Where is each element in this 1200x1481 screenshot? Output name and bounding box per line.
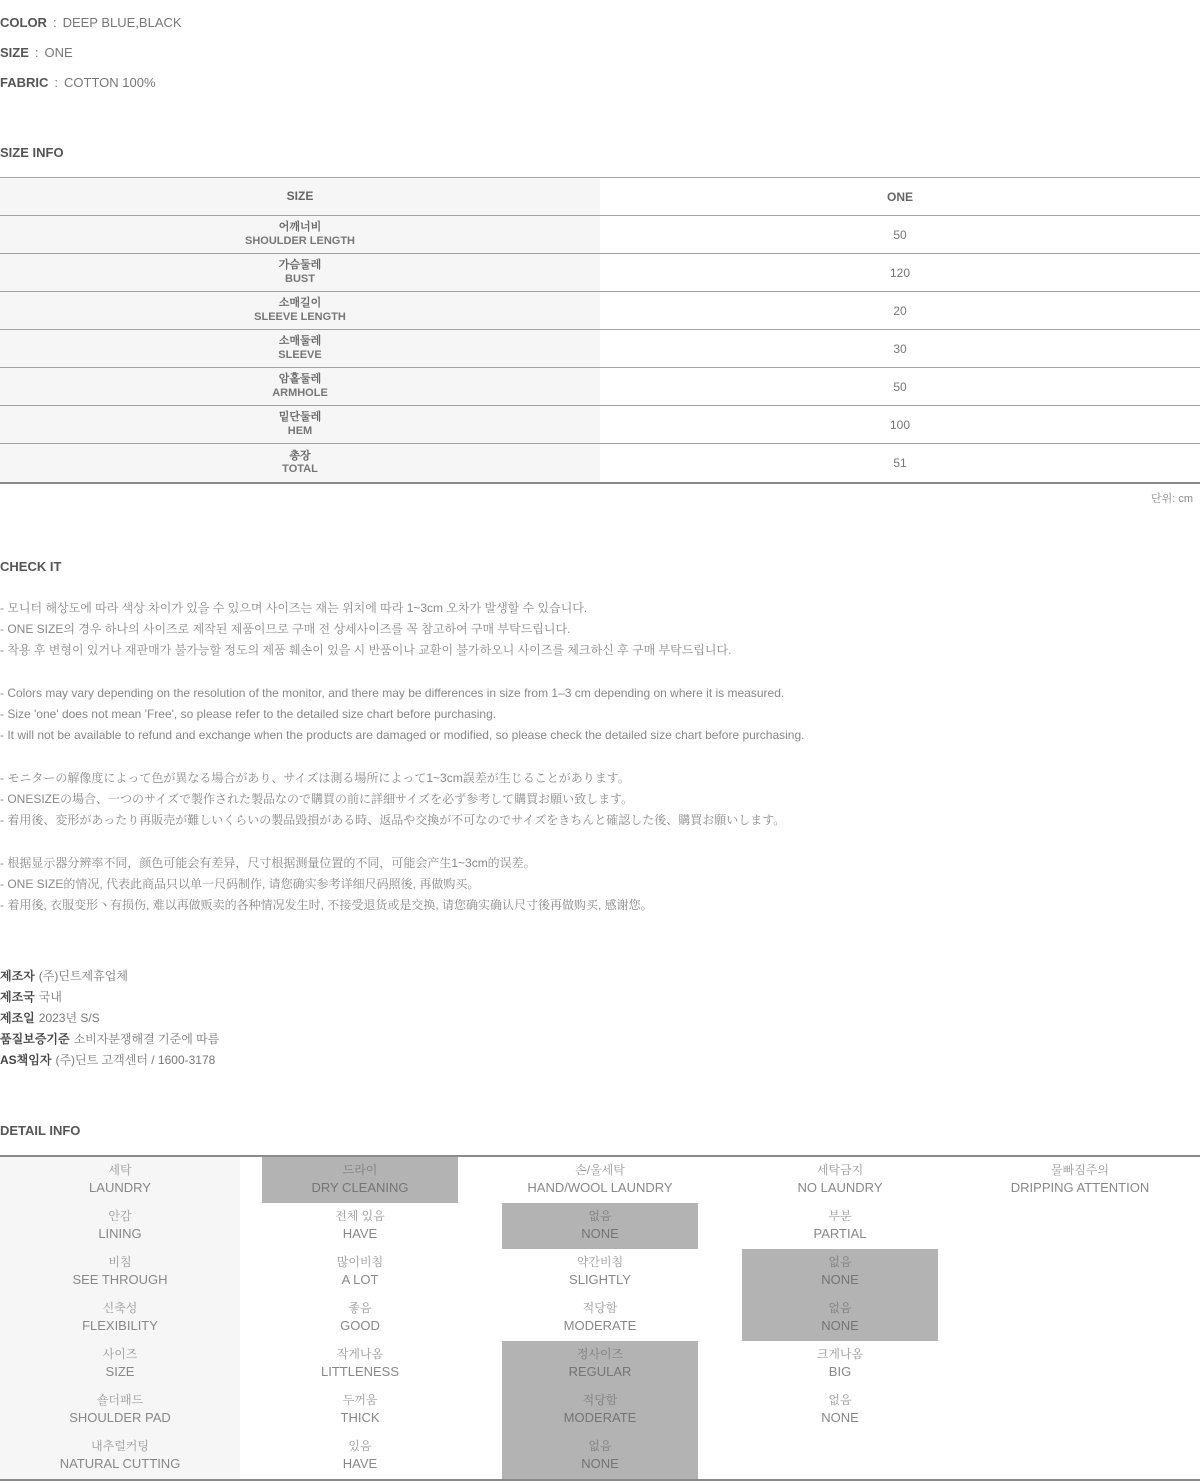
notice-line: - ONE SIZE의 경우 하나의 사이즈로 제작된 제품이므로 구매 전 상세사이즈를 꼭 참고하여 구매 부탁드립니다. bbox=[0, 622, 571, 636]
option-cell: 전체 있음 HAVE bbox=[335, 1209, 385, 1241]
manufacturer-info bbox=[0, 966, 1200, 1071]
table-row bbox=[0, 368, 1200, 406]
option-cell bbox=[742, 1433, 938, 1479]
measure-label-ko: 가슴둘레 bbox=[278, 259, 322, 272]
manufacturer-row bbox=[0, 987, 1200, 1008]
option-cell bbox=[982, 1341, 1178, 1387]
option-cell: 물빠짐주의 DRIPPING ATTENTION bbox=[1010, 1163, 1150, 1195]
row-label-en: LINING bbox=[98, 1225, 142, 1241]
table-row bbox=[0, 254, 1200, 292]
detail-table bbox=[0, 1155, 1200, 1481]
option-cell: 작게나옴 LITTLENESS bbox=[320, 1347, 400, 1379]
size-table-header-one: ONE bbox=[886, 189, 913, 204]
spec-fabric-label: FABRIC bbox=[0, 74, 49, 90]
option-cell bbox=[982, 1249, 1178, 1295]
detail-row-size bbox=[0, 1341, 1200, 1387]
option-cell: 없음 NONE bbox=[742, 1295, 938, 1341]
spec-separator: : bbox=[52, 14, 57, 30]
detail-row-flexibility bbox=[0, 1295, 1200, 1341]
notice-line: - Size 'one' does not mean 'Free', so please refer to the detailed size chart before purchasing. bbox=[0, 707, 497, 721]
row-label-en: SEE THROUGH bbox=[72, 1271, 168, 1287]
measure-label-ko: 소매길이 bbox=[278, 297, 322, 310]
table-row bbox=[0, 444, 1200, 482]
notice-japanese bbox=[0, 768, 1200, 831]
manufacturer-label: 제조국 bbox=[0, 990, 35, 1004]
manufacturer-row bbox=[0, 966, 1200, 987]
manufacturer-value: (주)딘트제휴업체 bbox=[38, 969, 128, 983]
measure-value: 100 bbox=[889, 417, 911, 432]
option-cell: 없음 NONE bbox=[821, 1393, 859, 1425]
option-cell: 드라이 DRY CLEANING bbox=[262, 1157, 458, 1203]
row-label-ko: 숄더패드 bbox=[96, 1393, 144, 1408]
detail-row-natural-cutting bbox=[0, 1433, 1200, 1479]
manufacturer-label: 품질보증기준 bbox=[0, 1032, 70, 1046]
measure-value: 120 bbox=[889, 265, 911, 280]
manufacturer-value: (주)딘트 고객센터 / 1600-3178 bbox=[55, 1053, 216, 1067]
measure-label-ko: 암홀둘레 bbox=[278, 373, 322, 386]
row-label-en: SIZE bbox=[105, 1363, 135, 1379]
row-label-ko: 내추럴커팅 bbox=[91, 1439, 149, 1454]
notice-english bbox=[0, 683, 1200, 746]
size-table bbox=[0, 177, 1200, 484]
measure-value: 50 bbox=[893, 227, 907, 242]
notice-korean bbox=[0, 598, 1200, 661]
option-cell: 많이비침 A LOT bbox=[336, 1255, 384, 1287]
option-cell: 손/울세탁 HAND/WOOL LAUNDRY bbox=[527, 1163, 673, 1195]
row-label-ko: 세탁 bbox=[108, 1163, 132, 1178]
row-label-ko: 비침 bbox=[108, 1255, 132, 1270]
detail-row-shoulder-pad bbox=[0, 1387, 1200, 1433]
option-cell: 없음 NONE bbox=[502, 1433, 698, 1479]
size-info-heading: SIZE INFO bbox=[0, 145, 64, 160]
measure-label-en: SLEEVE LENGTH bbox=[254, 310, 346, 323]
option-cell: 약간비침 SLIGHTLY bbox=[569, 1255, 631, 1287]
manufacturer-value: 소비자분쟁해결 기준에 따름 bbox=[73, 1032, 220, 1046]
notice-line: - 根据显示器分辨率不同，颜色可能会有差异，尺寸根据测量位置的不同，可能会产生1~3cm的误差。 bbox=[0, 856, 536, 870]
table-row bbox=[0, 292, 1200, 330]
measure-value: 20 bbox=[893, 303, 907, 318]
spec-fabric bbox=[0, 67, 1200, 97]
detail-row-see-through bbox=[0, 1249, 1200, 1295]
measure-label-ko: 밑단둘레 bbox=[278, 411, 322, 424]
manufacturer-label: 제조자 bbox=[0, 969, 35, 983]
manufacturer-row bbox=[0, 1008, 1200, 1029]
row-label-en: LAUNDRY bbox=[89, 1179, 151, 1195]
detail-row-laundry bbox=[0, 1157, 1200, 1203]
spec-separator: : bbox=[34, 44, 39, 60]
notice-line: - ONE SIZE的情况, 代表此商品只以单一尺码制作, 请您确实参考详细尺码照後, 再做购买。 bbox=[0, 877, 480, 891]
spec-separator: : bbox=[54, 74, 59, 90]
row-label-en: NATURAL CUTTING bbox=[59, 1455, 181, 1471]
option-cell bbox=[982, 1295, 1178, 1341]
notice-line: - ONESIZEの場合、一つのサイズで製作された製品なので購買の前に詳細サイズを必ず参考して購買お願い致します。 bbox=[0, 792, 634, 806]
spec-size-value: ONE bbox=[44, 44, 73, 60]
spec-color-value: DEEP BLUE,BLACK bbox=[62, 14, 182, 30]
spec-fabric-value: COTTON 100% bbox=[64, 74, 156, 90]
spec-color bbox=[0, 7, 1200, 37]
measure-value: 50 bbox=[893, 379, 907, 394]
manufacturer-label: 제조일 bbox=[0, 1011, 35, 1025]
option-cell: 없음 NONE bbox=[742, 1249, 938, 1295]
option-cell: 좋음 GOOD bbox=[340, 1301, 380, 1333]
option-cell: 적당함 MODERATE bbox=[502, 1387, 698, 1433]
option-cell: 적당함 MODERATE bbox=[563, 1301, 637, 1333]
option-cell: 있음 HAVE bbox=[342, 1439, 378, 1471]
option-cell: 없음 NONE bbox=[502, 1203, 698, 1249]
check-it-heading: CHECK IT bbox=[0, 559, 62, 574]
option-cell bbox=[982, 1203, 1178, 1249]
notice-line: - 착용 후 변형이 있거나 재판매가 불가능할 정도의 제품 훼손이 있을 시 반품이나 교환이 불가하오니 사이즈를 체크하신 후 구매 부탁드립니다. bbox=[0, 643, 732, 657]
measure-label-ko: 어깨너비 bbox=[278, 221, 322, 234]
measure-label-ko: 총장 bbox=[289, 449, 311, 462]
spec-color-label: COLOR bbox=[0, 14, 47, 30]
measure-label-en: BUST bbox=[285, 272, 315, 285]
measure-label-en: SHOULDER LENGTH bbox=[245, 234, 355, 247]
measure-label-en: SLEEVE bbox=[278, 348, 322, 361]
manufacturer-label: AS책임자 bbox=[0, 1053, 52, 1067]
size-table-header-size: SIZE bbox=[0, 178, 600, 215]
spec-size-label: SIZE bbox=[0, 44, 29, 60]
row-label-ko: 안감 bbox=[108, 1209, 132, 1224]
manufacturer-value: 국내 bbox=[38, 990, 62, 1004]
manufacturer-row bbox=[0, 1029, 1200, 1050]
manufacturer-value: 2023년 S/S bbox=[38, 1011, 100, 1025]
option-cell bbox=[982, 1387, 1178, 1433]
row-label-ko: 사이즈 bbox=[102, 1347, 138, 1362]
notice-line: - モニターの解像度によって色が異なる場合があり、サイズは測る場所によって1~3cm誤差が生じることがあります。 bbox=[0, 771, 630, 785]
measure-value: 30 bbox=[893, 341, 907, 356]
row-label-ko: 신축성 bbox=[102, 1301, 138, 1316]
notice-line: - 着用後, 衣服变形丶有损伤, 难以再做贩卖的各种情况发生时, 不接受退货或是交换, 请您确实确认尺寸後再做购买, 感谢您。 bbox=[0, 898, 653, 912]
measure-value: 51 bbox=[893, 456, 907, 470]
notice-line: - 모니터 해상도에 따라 색상 차이가 있을 수 있으며 사이즈는 재는 위치에 따라 1~3cm 오차가 발생할 수 있습니다. bbox=[0, 601, 588, 615]
measure-label-ko: 소매둘레 bbox=[278, 335, 322, 348]
size-table-header bbox=[0, 178, 1200, 216]
row-label-en: FLEXIBILITY bbox=[82, 1317, 158, 1333]
measure-label-en: TOTAL bbox=[282, 463, 318, 475]
product-specs bbox=[0, 7, 1200, 97]
table-row bbox=[0, 216, 1200, 254]
option-cell: 크게나옴 BIG bbox=[816, 1347, 864, 1379]
option-cell: 정사이즈 REGULAR bbox=[502, 1341, 698, 1387]
notice-chinese bbox=[0, 853, 1200, 916]
notice-line: - It will not be available to refund and exchange when the products are damaged or modified, so please check the detailed size chart before purchasing. bbox=[0, 728, 805, 742]
table-row bbox=[0, 330, 1200, 368]
option-cell: 두꺼움 THICK bbox=[340, 1393, 380, 1425]
measure-label-en: ARMHOLE bbox=[272, 386, 328, 399]
spec-size bbox=[0, 37, 1200, 67]
row-label-en: SHOULDER PAD bbox=[69, 1409, 171, 1425]
notice-line: - 着用後、変形があったり再販売が難しいくらいの製品毀損がある時、返品や交換が不可なのでサイズをきちんと確認した後、購買お願いします。 bbox=[0, 813, 786, 827]
option-cell bbox=[982, 1433, 1178, 1479]
measure-label-en: HEM bbox=[287, 424, 313, 437]
manufacturer-row bbox=[0, 1050, 1200, 1071]
unit-note: 단위: cm bbox=[1150, 493, 1193, 505]
table-row bbox=[0, 406, 1200, 444]
option-cell: 부분 PARTIAL bbox=[813, 1209, 867, 1241]
option-cell: 세탁금지 NO LAUNDRY bbox=[797, 1163, 883, 1195]
notice-line: - Colors may vary depending on the resolution of the monitor, and there may be differences in size from 1–3 cm depending on where it is measured. bbox=[0, 686, 785, 700]
detail-row-lining bbox=[0, 1203, 1200, 1249]
detail-info-heading: DETAIL INFO bbox=[0, 1123, 81, 1138]
